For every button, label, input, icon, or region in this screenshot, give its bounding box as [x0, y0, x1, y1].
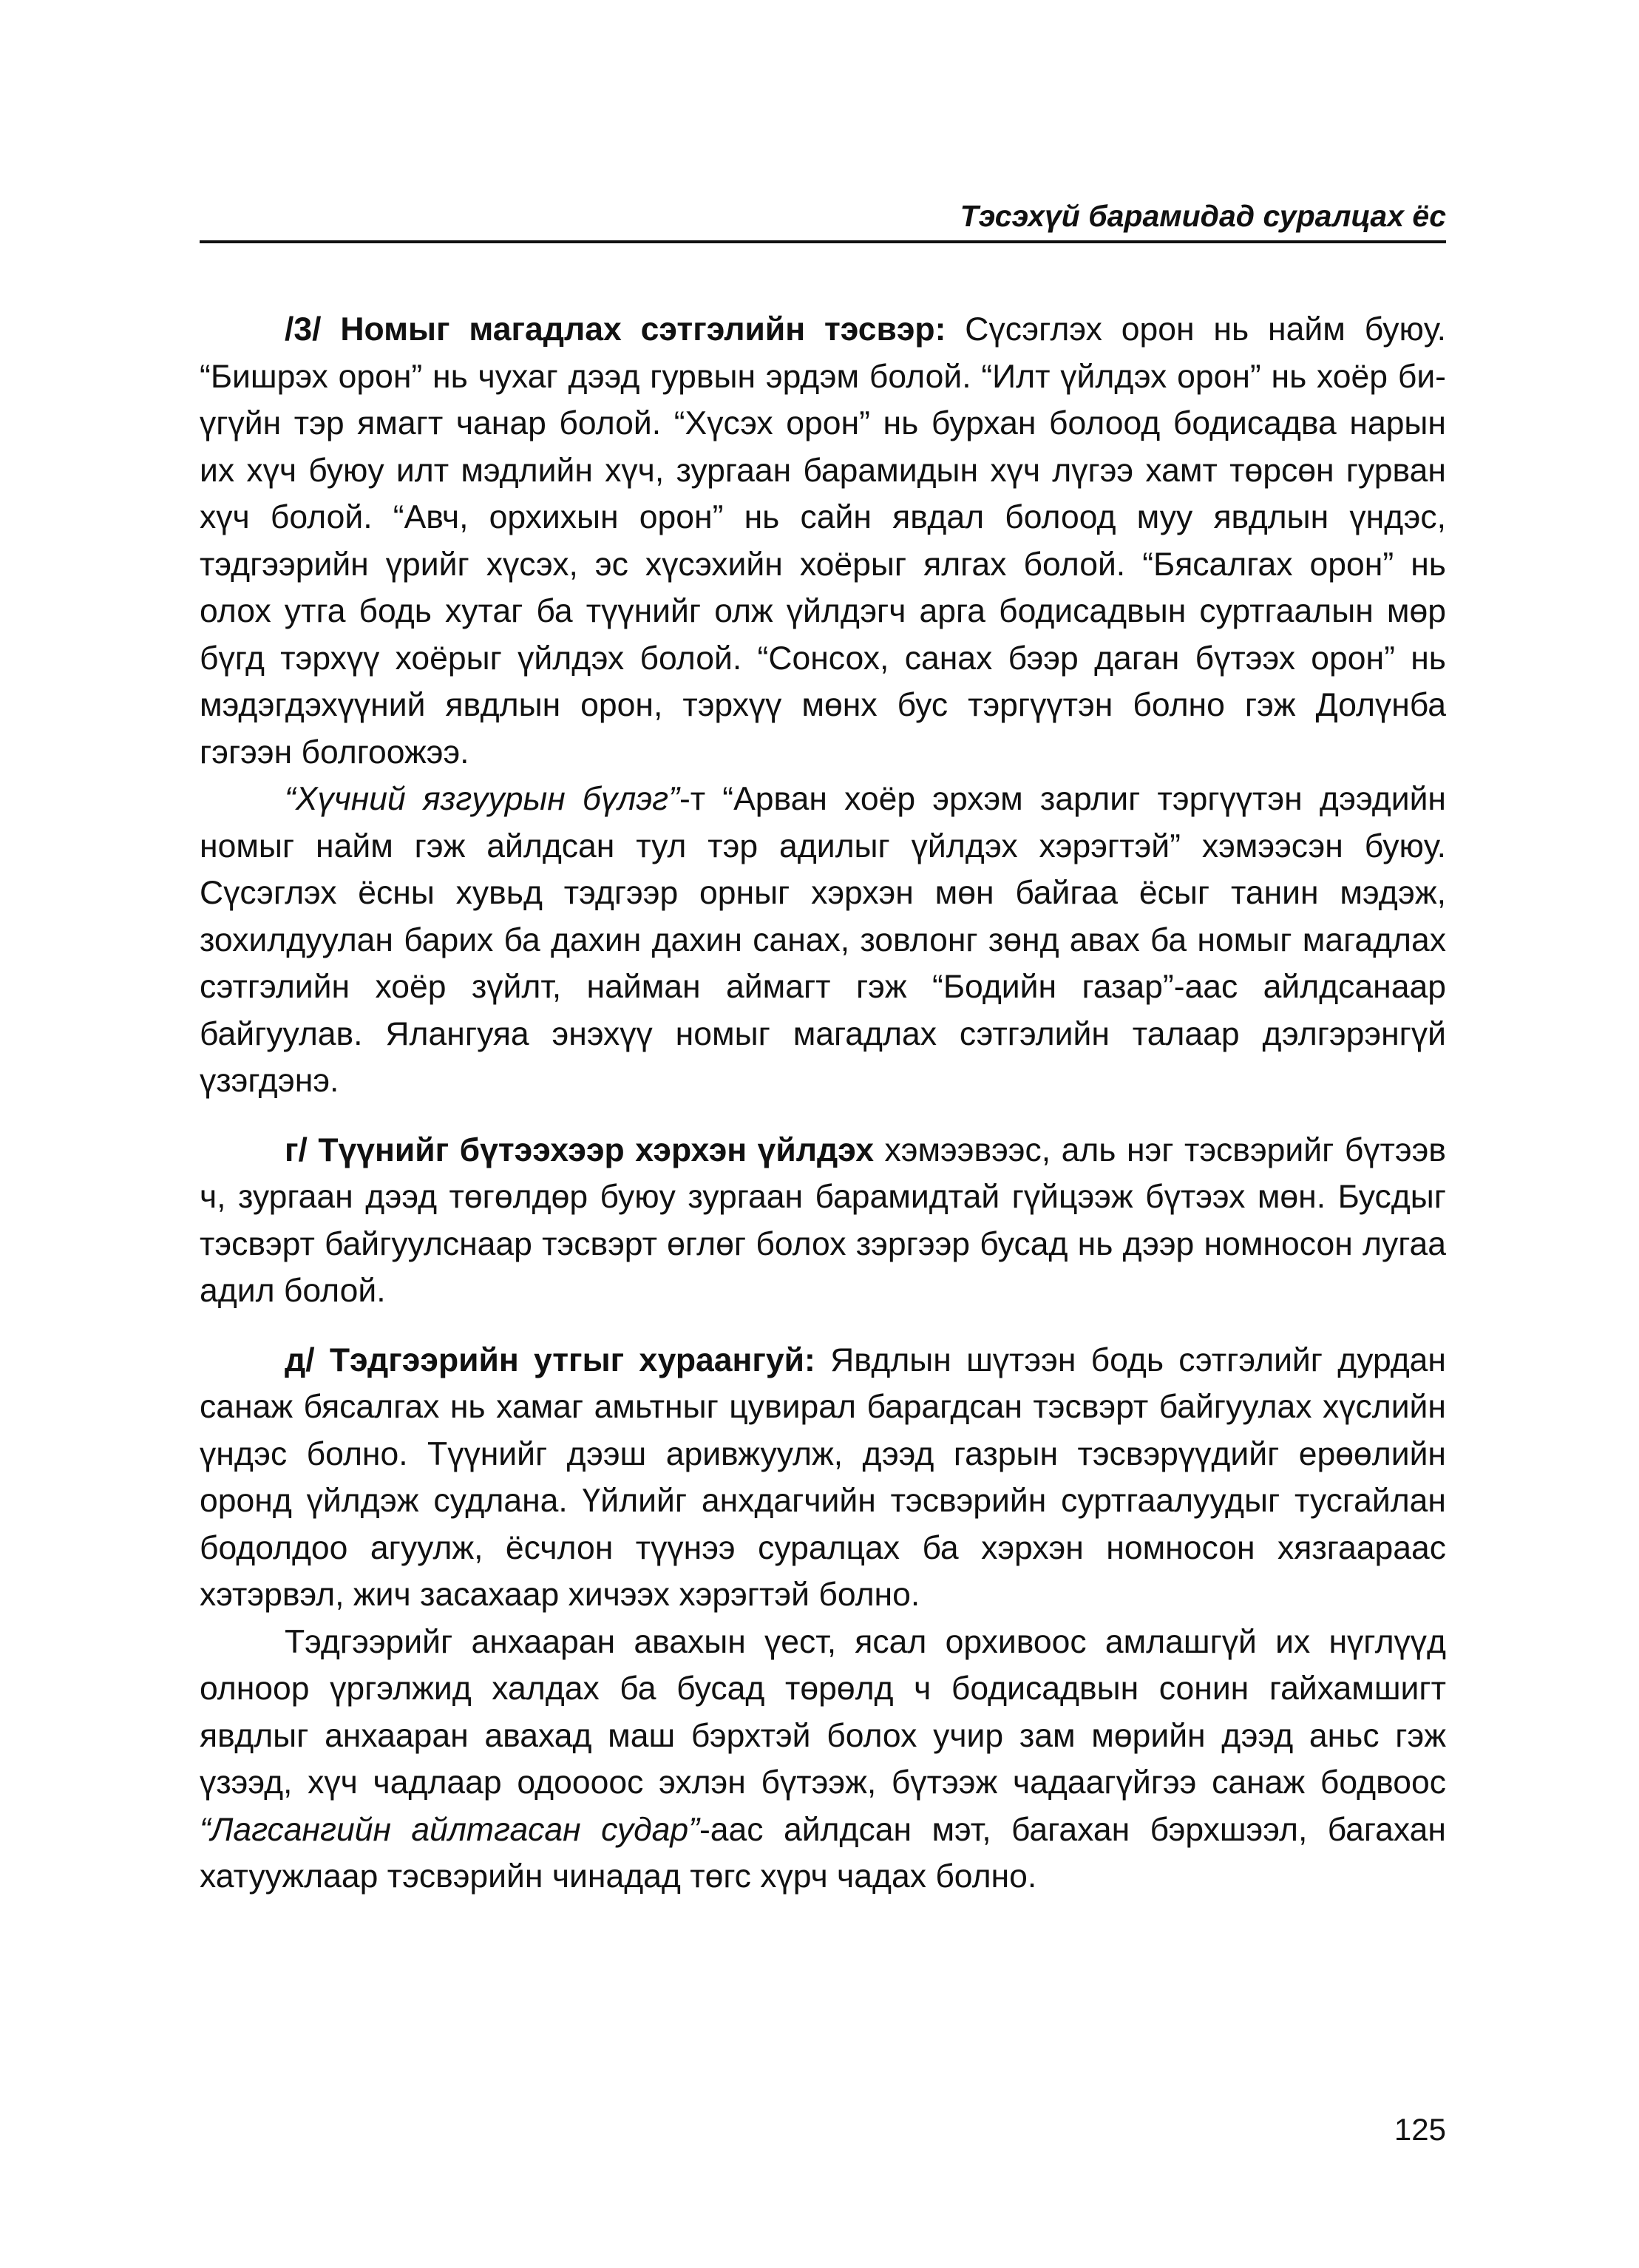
running-header: Тэсэхүй барамидад суралцах ёс — [960, 199, 1446, 233]
paragraph-conclusion — [200, 1619, 1446, 1900]
paragraph-text: Явдлын шүтээн бодь сэтгэлийг дурдан санаж бясалгах нь хамаг амьтныг цувирал барагдсан тэсвэрт байгуулах хүслийн үндэс болно. Түүнийг дээш аривжуулж, дээд газрын тэсвэрүүдийг ерөөлийн оронд үйлдэж судлана. Үйлийг анхдагчийн тэсвэрийн суртгаалуудыг тусгайлан бодолдоо агуулж, ёсчлон түүнээ суралцах ба хэрхэн номносон хязгаараас хэтэрвэл, жич засахаар хичээх хэрэгтэй болно. — [200, 1341, 1446, 1613]
paragraph-text: -т “Арван хоёр эрхэм зарлиг тэргүүтэн дээдийн номыг найм гэж айлдсан тул тэр адилыг үйлдэх хэрэгтэй” хэмээсэн буюу. Сүсэглэх ёсны хувьд тэдгээр орныг хэрхэн мөн байгаа ёсыг танин мэдэж, зохилдуулан барих ба дахин дахин санах, зовлонг зөнд авах ба номыг магадлах сэтгэлийн хоёр зүйлт, найман аймагт гэж “Бодийн газар”-аас айлдсанаар байгуулав. Ялангуяа энэхүү номыг магадлах сэтгэлийн талаар дэлгэрэнгүй үзэгдэнэ. — [200, 781, 1446, 1099]
paragraph-text: хэмээвээс, аль нэг тэсвэрийг бүтээв ч, зургаан дээд төгөлдөр буюу зургаан барамидтай гүйцээж бүтээх мөн. Бусдыг тэсвэрт байгуулснаар тэсвэрт өглөг болох зэргээр бусад нь дээр номносон лугаа адил болой. — [200, 1131, 1446, 1309]
header-rule — [200, 240, 1446, 243]
paragraph-how-to-accomplish — [200, 1127, 1446, 1315]
paragraph-summary — [200, 1337, 1446, 1619]
paragraph-text: Тэдгээрийг анхааран авахын үест, ясал орхивоос амлашгүй их нүглүүд олноор үргэлжид халдах ба бусад төрөлд ч бодисадвын сонин гайхамшигт явдлыг анхааран авахад маш бэрхтэй болох учир зам мөрийн дээд аньс гэж үзээд, хүч чадлаар одоооос эхлэн бүтээж, бүтээж чадаагүйгээ санаж бодвоос — [200, 1623, 1446, 1801]
cited-title: “Хүчний язгуурын бүлэг” — [285, 781, 679, 817]
paragraph-citation — [200, 776, 1446, 1105]
paragraph-patience-of-dharma — [200, 306, 1446, 776]
page-number: 125 — [1394, 2112, 1446, 2147]
paragraph-text: -аас айлдсан мэт, багахан бэрхшээл, багахан хатуужлаар тэсвэрийн чинадад төгс хүрч чадах болно. — [200, 1811, 1446, 1895]
body-text — [200, 306, 1446, 1900]
section-heading-3: /3/ Номыг магадлах сэтгэлийн тэсвэр: — [285, 311, 946, 348]
paragraph-text: Сүсэглэх орон нь найм буюу. “Бишрэх орон” нь чухаг дээд гурвын эрдэм болой. “Илт үйлдэх орон” нь хоёр би-үгүйн тэр ямагт чанар болой. “Хүсэх орон” нь бурхан болоод бодисадва нарын их хүч буюу илт мэдлийн хүч, зургаан барамидын хүч лүгээ хамт төрсөн гурван хүч болой. “Авч, орхихын орон” нь сайн явдал болоод муу явдлын үндэс, тэдгээрийн үрийг хүсэх, эс хүсэхийн хоёрыг ялгах болой. “Бясалгах орон” нь олох утга бодь хутаг ба түүнийг олж үйлдэгч арга бодисадвын суртгаалын мөр бүгд тэрхүү хоёрыг үйлдэх болой. “Сонсох, санах бээр даган бүтээх орон” нь мэдэгдэхүүний явдлын орон, тэрхүү мөнх бус тэргүүтэн болно гэж Долүнба гэгээн болгоожээ. — [200, 311, 1446, 771]
section-heading-d: д/ Тэдгээрийн утгыг хураангуй: — [285, 1341, 815, 1378]
cited-title: “Лагсангийн айлтгасан судар” — [200, 1811, 699, 1848]
section-heading-g: г/ Түүнийг бүтээхээр хэрхэн үйлдэх — [285, 1131, 875, 1168]
